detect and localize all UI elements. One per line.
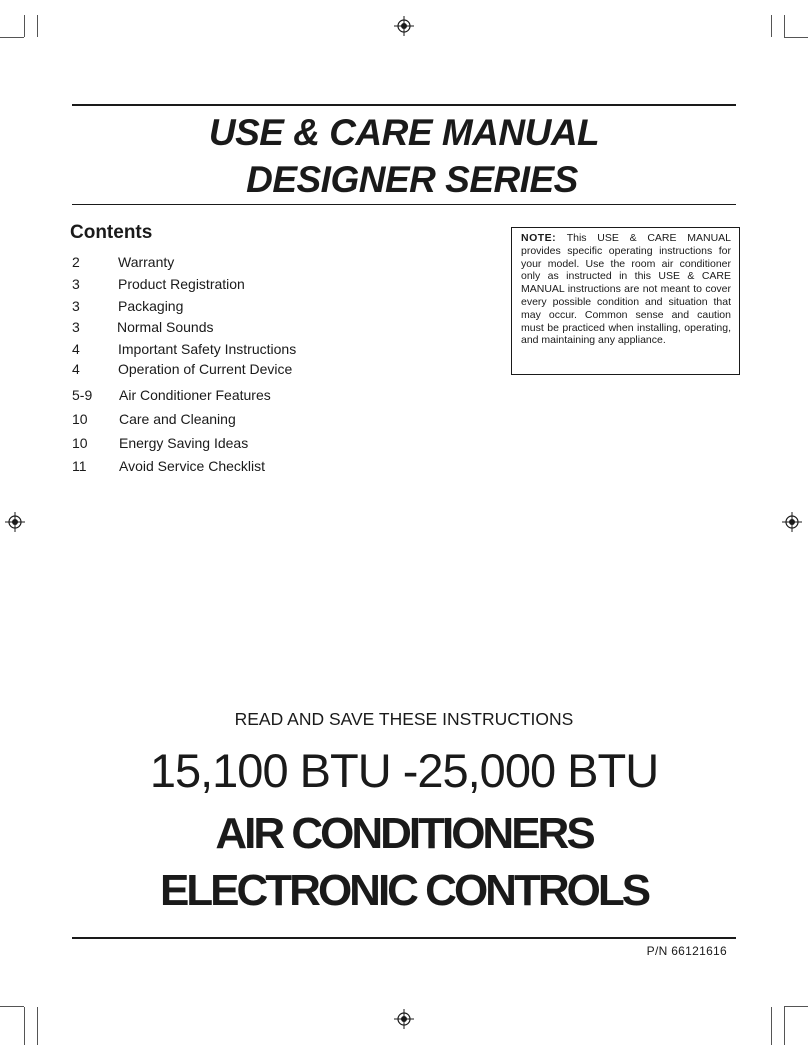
crop-mark [771, 15, 772, 37]
toc-item-label: Normal Sounds [117, 319, 214, 335]
toc-item-label: Care and Cleaning [119, 411, 236, 427]
btu-range: 15,100 BTU -25,000 BTU [149, 744, 659, 797]
crop-mark [24, 1007, 25, 1045]
registration-mark-icon [782, 512, 802, 532]
toc-item [72, 409, 492, 429]
note-label: NOTE: [521, 232, 557, 244]
toc-page-number: 10 [72, 435, 88, 451]
toc-page-number: 5-9 [72, 387, 93, 403]
toc-page-number: 4 [72, 341, 80, 357]
toc-item-label: Air Conditioner Features [119, 387, 271, 403]
crop-mark [771, 1007, 772, 1045]
toc-item-label: Avoid Service Checklist [119, 458, 266, 474]
read-save-instructions: READ AND SAVE THESE INSTRUCTIONS [234, 709, 574, 729]
product-line-2: ELECTRONIC CONTROLS [159, 866, 649, 915]
crop-mark [784, 37, 808, 38]
registration-mark-icon [5, 512, 25, 532]
crop-mark [784, 1007, 785, 1045]
toc-item-label: Important Safety Instructions [118, 341, 297, 357]
part-number: P/N 66121616 [646, 944, 727, 958]
toc-item-label: Operation of Current Device [118, 361, 293, 377]
toc-item-label: Warranty [118, 254, 175, 270]
toc-item [72, 317, 492, 337]
note-box [511, 227, 740, 375]
toc-item [72, 385, 492, 405]
title-line-2: DESIGNER SERIES [246, 159, 578, 200]
contents-heading: Contents [70, 222, 153, 243]
toc-item-label: Packaging [118, 298, 184, 314]
toc-item [72, 456, 492, 476]
toc-item-label: Energy Saving Ideas [119, 435, 249, 451]
toc-item-label: Product Registration [118, 276, 245, 292]
toc-page-number: 3 [72, 276, 80, 292]
crop-mark [37, 1007, 38, 1045]
crop-mark [784, 15, 785, 37]
toc-page-number: 3 [72, 319, 80, 335]
note-text: This USE & CARE MANUAL provides specific operating instructions for your model. Use the room air conditioner only as instructed in this USE & CARE MANUAL instructions are not meant to cover every possible condition and situation that may occur. Common sense and caution must be practiced when installing, operating, and maintaining any appliance. [521, 232, 731, 347]
title-line-1: USE & CARE MANUAL [208, 112, 600, 153]
title-top-rule [72, 104, 736, 106]
toc-item [72, 433, 492, 453]
toc-page-number: 3 [72, 298, 80, 314]
toc-page-number: 10 [72, 411, 88, 427]
toc-page-number: 11 [72, 458, 87, 474]
toc-page-number: 4 [72, 361, 80, 377]
toc-item [72, 296, 492, 316]
registration-mark-icon [394, 1009, 414, 1029]
toc-item [72, 359, 492, 379]
crop-mark [0, 1006, 24, 1007]
product-line-1: AIR CONDITIONERS [215, 809, 593, 858]
crop-mark [784, 1006, 808, 1007]
crop-mark [0, 37, 24, 38]
toc-item [72, 274, 492, 294]
registration-mark-icon [394, 16, 414, 36]
toc-page-number: 2 [72, 254, 80, 270]
toc-item [72, 339, 492, 359]
footer-rule [72, 937, 736, 939]
title-bottom-rule [72, 204, 736, 205]
crop-mark [37, 15, 38, 37]
crop-mark [24, 15, 25, 37]
toc-item [72, 252, 492, 272]
